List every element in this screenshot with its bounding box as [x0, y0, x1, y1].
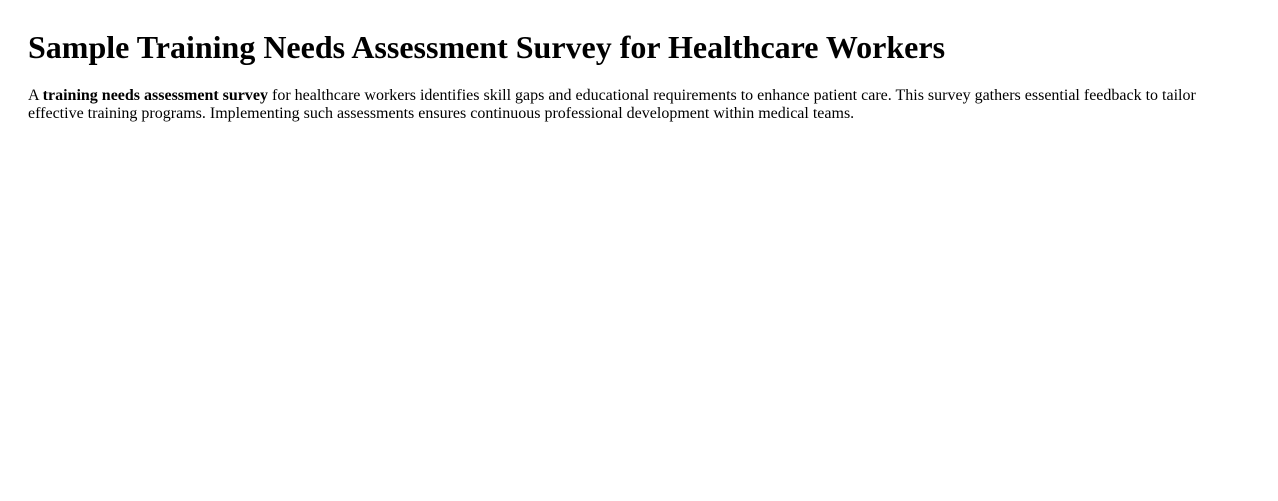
- intro-rest: for healthcare workers identifies skill gaps and educational requirements to enhance patient care. This survey gathers essential feedback to tailor effective training programs. Implementing such assessments ensures continuous professional development within medical teams.: [28, 87, 1196, 122]
- page-title: Sample Training Needs Assessment Survey for Healthcare Workers: [28, 29, 946, 65]
- intro-lead: A: [28, 87, 43, 104]
- intro-emphasis: training needs assessment survey: [42, 87, 269, 104]
- intro-paragraph: [28, 87, 1250, 123]
